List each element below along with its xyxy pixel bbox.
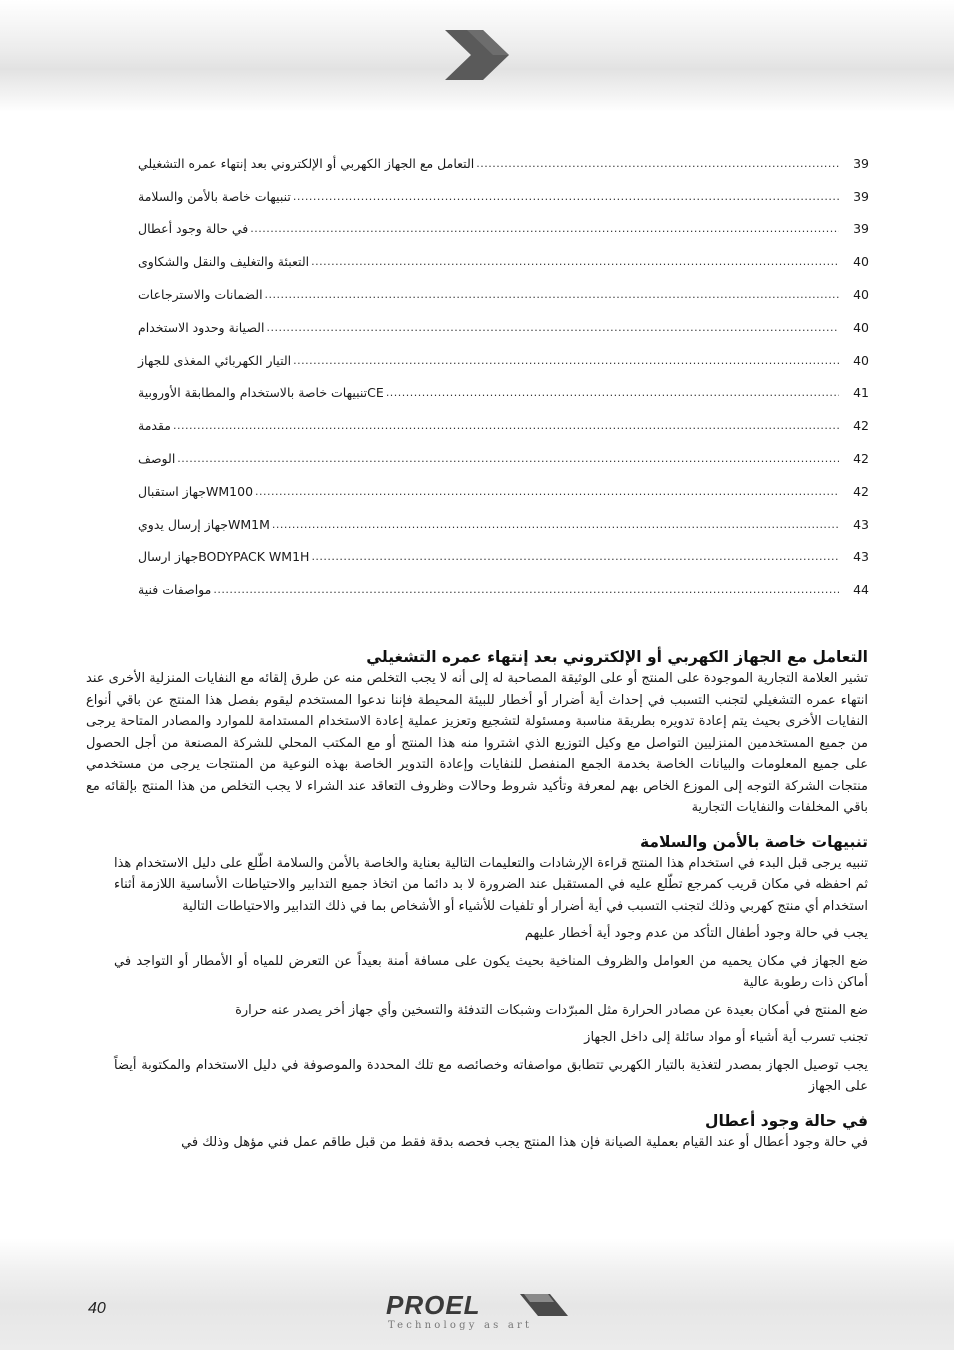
toc-entry-title: التعبئة والتغليف والنقل والشكاوى (138, 254, 310, 270)
toc-leader-dots (173, 419, 839, 432)
toc-entry-page: 42 (853, 418, 869, 434)
toc-entry-title: WM1Mجهاز إرسال يدوي (138, 516, 270, 532)
toc-leader-dots (311, 550, 839, 563)
safety-item: ضع الجهاز في مكان يحميه من العوامل والظروف المناخية بحيث يكون على مسافة أمنة بعيداً عن التعرض للمياه أو الأمطار أو التواجد في أماكن ذات رطوبة عالية (114, 953, 868, 990)
safety-item: يجب في حالة وجود أطفال التأكد من عدم وجود أية أخطار عليهم (524, 926, 868, 941)
toc-leader-dots (250, 222, 839, 235)
safety-item: يجب توصيل الجهاز بمصدر لتغذية بالتيار الكهربي تتطابق مواصفاته وخصائصه مع تلك المحددة والموصوفة في دليل الاستخدام والمكتوبة أيضاً على الجهاز (114, 1057, 868, 1094)
toc-leader-dots (476, 157, 839, 170)
section-heading: تنبيهات خاصة بالأمن والسلامة (639, 832, 868, 851)
toc-leader-dots (266, 321, 839, 334)
toc-leader-dots (213, 583, 839, 596)
toc-leader-dots (386, 386, 839, 399)
toc-entry-page: 39 (853, 188, 869, 204)
toc-entry[interactable] (138, 475, 869, 508)
section-disposal (86, 648, 868, 819)
toc-entry[interactable] (138, 213, 869, 246)
safety-intro: تنبيه يرجى قبل البدء في استخدام هذا المنتج قراءة الإرشادات والتعليمات التالية بعناية والخاصة بالأمن والسلامة اطّلع على دليل الاستخدام هذا ثم احفظه في مكان قريب كمرجع تطّلع عليه في المستقبل عند الضرورة لا بد دائما من اتخاذ جميع التدابير والاحتياطات الأساسية اللازمة أثناء استخدام أي منتج كهربي وذلك لتجنب التسبب في أية أضرار أو تلفيات للأشياء أو الأشخاص بما في ذلك التدابير والاحتياطات التالية (114, 855, 868, 914)
toc-entry-title: الضمانات والاسترجاعات (138, 287, 263, 303)
safety-item: تجنب تسرب أية أشياء أو مواد سائلة إلى داخل الجهاز (584, 1030, 868, 1045)
toc-entry[interactable] (138, 409, 869, 442)
toc-entry[interactable] (138, 344, 869, 377)
toc-entry-page: 44 (853, 582, 869, 598)
toc-entry-page: 40 (853, 319, 869, 335)
toc-entry-page: 40 (853, 287, 869, 303)
toc-entry[interactable] (138, 508, 869, 541)
logo-wordmark: PROEL (386, 1290, 481, 1320)
toc-entry-title: تنبيهات خاصة بالأمن والسلامة (138, 188, 291, 204)
toc-entry-page: 42 (853, 451, 869, 467)
toc-entry-title: CEتنبيهات خاصة بالاستخدام والمطابقة الأوروبية (138, 385, 384, 401)
section-body: في حالة وجود أعطال أو عند القيام بعملية الصيانة فإن هذا المنتج يجب فحصه بدقة فقط من قبل طاقم عمل فني مؤهل وذلك في (181, 1134, 868, 1150)
toc-entry-title: في حالة وجود أعطال (138, 221, 249, 237)
toc-leader-dots (272, 518, 839, 531)
toc-entry-title: BODYPACK WM1Hجهاز ارسال (138, 549, 310, 565)
toc-entry-title: مقدمة (138, 418, 171, 434)
section-body: تشير العلامة التجارية الموجودة على المنتج أو على الوثيقة المصاحبة له إلى أنه لا يجب التخلص منه عن طرق إلقائه مع النفايات المنزلية الأخرى عند انتهاء عمره التشغيلي لتجنب التسبب في إحداث أية أضرار أو أخطار للبيئة المحيطة فإننا ندعوا المستخدم ليقوم بفصل هذا المنتج عن باقي أنواع النفايات الأخرى بحيث يتم إعادة تدويره بطريقة مناسبة ومسئولة لتشجيع وتعزيز عملية إعادة الاستخدام المستدامة للموارد والمصادر المتاحة يرجى من جميع المستخدمين المنزليين التواصل مع وكيل التوزيع الذي اشتروا منه هذا المنتج أو مع المكتب المحلي للشركة المصنعة من أجل الحصول على جميع المعلومات والبيانات الخاصة بخدمة الجمع المنفصل للنفايات وإعادة التدوير الخاصة بهذه النوعية من المنتجات يرجى من مستخدمي منتجات الشركة التوجه إلى الموزع الخاص بهم لمعرفة وتأكيد شروط وحالات وظروف التعاقد عند الشراء لا يجب التخلص من هذا المنتج بإلقائه مع باقي المخلفات والنفايات التجارية (86, 671, 868, 815)
toc-entry[interactable] (138, 541, 869, 574)
logo-tagline: Technology as art (388, 1320, 533, 1331)
toc-leader-dots (255, 485, 839, 498)
toc-leader-dots (265, 288, 839, 301)
table-of-contents (138, 147, 869, 606)
section-heading: في حالة وجود أعطال (705, 1111, 868, 1130)
toc-entry-page: 43 (853, 549, 869, 565)
toc-entry[interactable] (138, 180, 869, 213)
toc-entry-title: التعامل مع الجهاز الكهربي أو الإلكتروني بعد إنتهاء عمره التشغيلي (138, 155, 475, 171)
toc-entry-page: 40 (853, 254, 869, 270)
toc-entry-page: 42 (853, 483, 869, 499)
toc-entry-page: 40 (853, 352, 869, 368)
page-content (86, 648, 868, 1167)
logo-swoosh-icon (520, 1294, 568, 1316)
toc-entry-title: الصيانة وحدود الاستخدام (138, 319, 265, 335)
toc-leader-dots (293, 190, 839, 203)
safety-item: ضع المنتج في أمكان بعيدة عن مصادر الحرارة مثل المبرّدات وشبكات التدفئة والتسخين وأي جهاز أخر يصدر عنه حرارة (235, 1002, 868, 1018)
toc-entry[interactable] (138, 278, 869, 311)
toc-entry[interactable] (138, 442, 869, 475)
toc-leader-dots (177, 452, 839, 465)
page-number: 40 (88, 1300, 106, 1317)
toc-entry[interactable] (138, 311, 869, 344)
toc-entry-title: التيار الكهربائي المغذى للجهاز (138, 352, 292, 368)
toc-entry-title: WM100جهاز استقبال (138, 483, 254, 499)
toc-entry[interactable] (138, 573, 869, 606)
section-safety (86, 833, 868, 1098)
toc-entry-page: 39 (853, 221, 869, 237)
toc-entry[interactable] (138, 147, 869, 180)
section-faults (86, 1112, 868, 1154)
toc-entry-title: الوصف (138, 451, 176, 467)
toc-leader-dots (293, 354, 839, 367)
chevron-icon (443, 28, 511, 82)
toc-entry-page: 39 (853, 155, 869, 171)
toc-entry-page: 41 (853, 385, 869, 401)
toc-entry-title: مواصفات فنية (138, 582, 212, 598)
toc-entry[interactable] (138, 377, 869, 410)
section-heading: التعامل مع الجهاز الكهربي أو الإلكتروني بعد إنتهاء عمره التشغيلي (366, 648, 868, 666)
toc-entry-page: 43 (853, 516, 869, 532)
toc-entry[interactable] (138, 245, 869, 278)
toc-leader-dots (311, 255, 839, 268)
proel-logo (386, 1290, 576, 1336)
